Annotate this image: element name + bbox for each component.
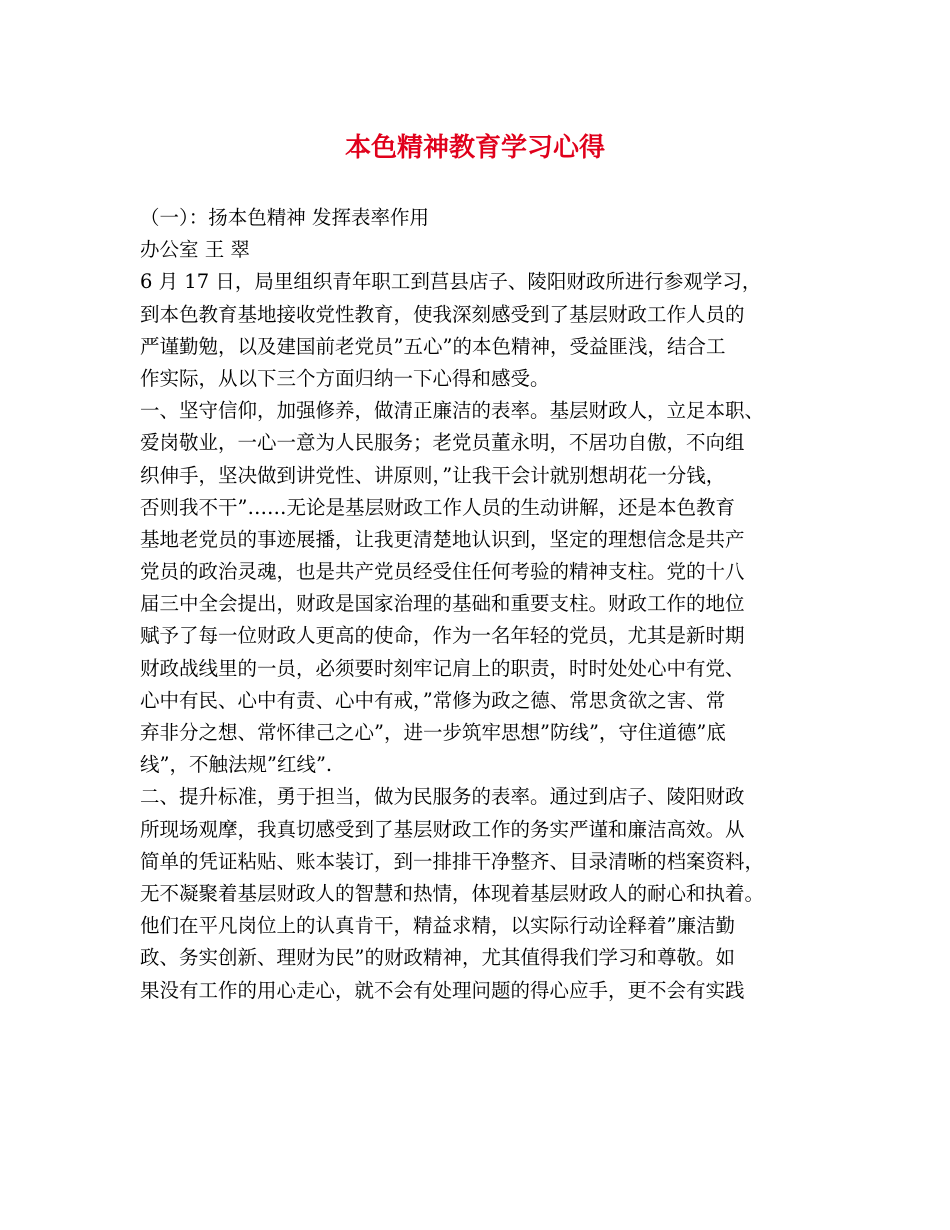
paragraph-line: 心中有民、心中有责、心中有戒，”常修为政之德、常思贪欲之害、常	[140, 688, 726, 712]
paragraph-line: 到本色教育基地接收党性教育，使我深刻感受到了基层财政工作人员的	[140, 302, 745, 326]
paragraph-line: 严谨勤勉，以及建国前老党员”五心”的本色精神，受益匪浅，结合工	[140, 334, 726, 358]
paragraph-line: 基地老党员的事迹展播，让我更清楚地认识到，坚定的理想信念是共产	[140, 527, 745, 551]
paragraph-line: 果没有工作的用心走心，就不会有处理问题的得心应手，更不会有实践	[140, 978, 745, 1002]
paragraph-line: 二、提升标准，勇于担当，做为民服务的表率。通过到店子、陵阳财政	[140, 785, 745, 809]
paragraph-line: 简单的凭证粘贴、账本装订，到一排排干净整齐、目录清晰的档案资料，	[140, 849, 765, 873]
paragraph-line: 6 月 17 日，局里组织青年职工到莒县店子、陵阳财政所进行参观学习，	[140, 270, 762, 294]
document-body	[140, 202, 830, 1007]
paragraph-line: 届三中全会提出，财政是国家治理的基础和重要支柱。财政工作的地位	[140, 592, 745, 616]
subtitle-line: （一）：扬本色精神 发挥表率作用	[140, 206, 429, 229]
paragraph-line: 织伸手，坚决做到讲党性、讲原则，”让我干会计就别想胡花一分钱，	[140, 463, 726, 487]
author-line: 办公室 王 翠	[140, 238, 250, 262]
paragraph-line: 所现场观摩，我真切感受到了基层财政工作的务实严谨和廉洁高效。从	[140, 817, 745, 841]
paragraph-line: 否则我不干”……无论是基层财政工作人员的生动讲解，还是本色教育	[140, 495, 735, 519]
paragraph-line: 政、务实创新、理财为民”的财政精神，尤其值得我们学习和尊敬。如	[140, 946, 735, 970]
paragraph-line: 爱岗敬业，一心一意为人民服务；老党员董永明，不居功自傲，不向组	[140, 431, 745, 455]
paragraph-line: 弃非分之想、常怀律己之心”，进一步筑牢思想”防线”，守住道德”底	[140, 721, 726, 744]
document-title: 本色精神教育学习心得	[344, 133, 605, 163]
paragraph-line: 党员的政治灵魂，也是共产党员经受住任何考验的精神支柱。党的十八	[140, 560, 745, 584]
paragraph-line: 作实际，从以下三个方面归纳一下心得和感受。	[140, 366, 550, 390]
paragraph-line: 线”，不触法规”红线”.	[140, 753, 333, 777]
paragraph-line: 无不凝聚着基层财政人的智慧和热情，体现着基层财政人的耐心和执着。	[140, 881, 765, 905]
paragraph-line: 他们在平凡岗位上的认真肯干，精益求精，以实际行动诠释着”廉洁勤	[140, 914, 735, 938]
paragraph-line: 赋予了每一位财政人更高的使命，作为一名年轻的党员，尤其是新时期	[140, 624, 745, 648]
paragraph-line: 财政战线里的一员，必须要时刻牢记肩上的职责，时时处处心中有党、	[140, 656, 745, 680]
paragraph-line: 一、坚守信仰，加强修养，做清正廉洁的表率。基层财政人，立足本职、	[140, 399, 765, 423]
